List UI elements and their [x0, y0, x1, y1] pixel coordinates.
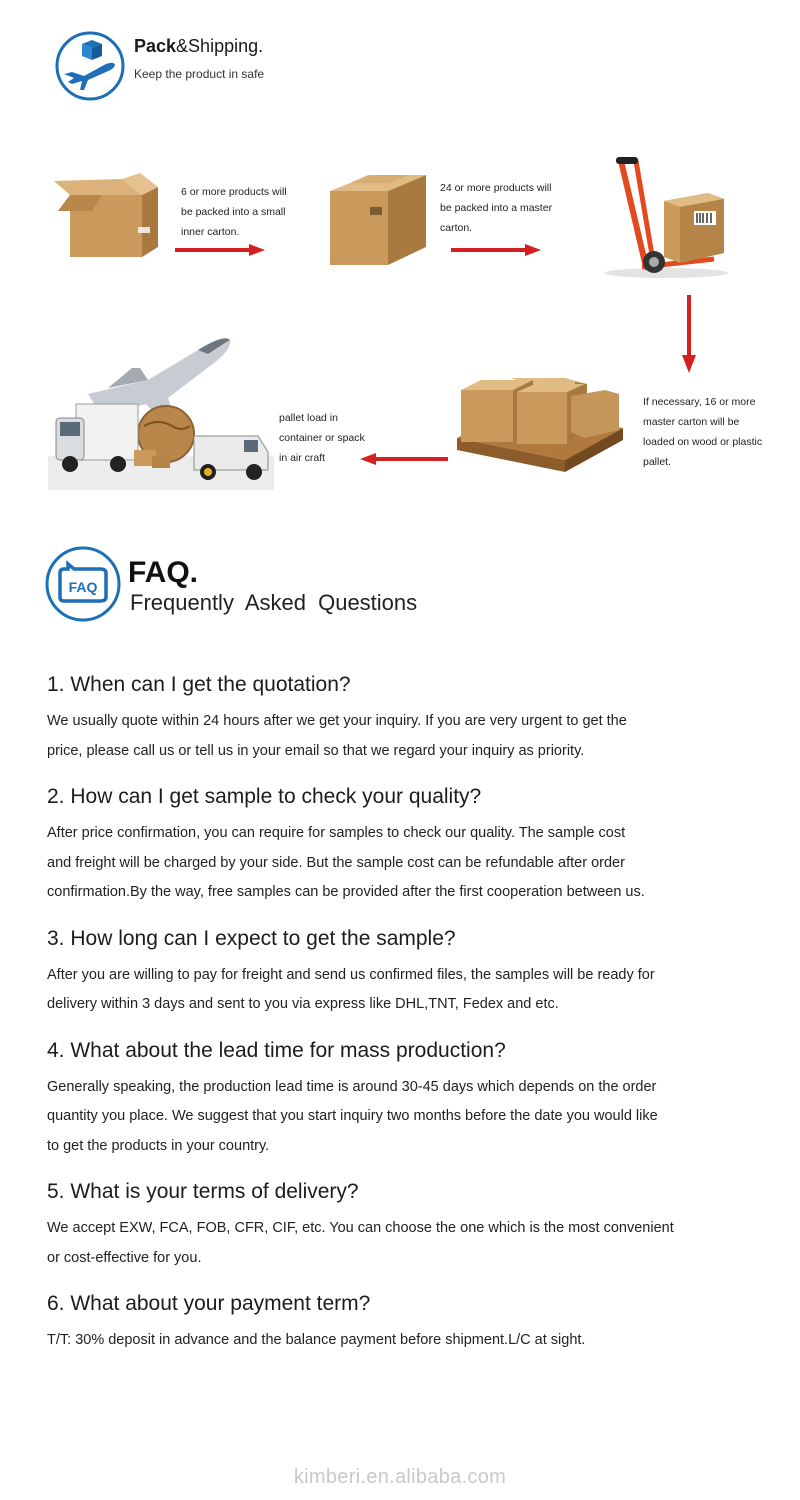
step3-line: loaded on wood or plastic: [643, 436, 763, 448]
step3-line: pallet.: [643, 456, 672, 468]
pack-shipping-title-bold: Pack: [134, 36, 177, 56]
arrow-right-2: [451, 243, 543, 261]
faq-answer-line: or cost-effective for you.: [47, 1249, 202, 1266]
step1-line: 6 or more products will: [181, 186, 287, 198]
open-carton-image: [52, 165, 172, 270]
transport-image: [48, 322, 274, 495]
faq-answer-line: T/T: 30% deposit in advance and the balance payment before shipment.L/C at sight.: [47, 1332, 586, 1348]
faq-item: [47, 1289, 767, 1356]
faq-answer-line: price, please call us or tell us in your email so that we regard your inquiry as priority.: [47, 742, 585, 759]
faq-item: [47, 1036, 767, 1162]
step4-line: container or spack: [279, 432, 365, 444]
closed-carton-image: [324, 163, 434, 278]
faq-answer: [47, 961, 767, 1020]
pallet-cartons-image: [455, 368, 625, 488]
faq-answer-line: and freight will be charged by your side. But the sample cost can be refundable after order: [47, 854, 625, 871]
hand-truck-image: [596, 155, 736, 285]
faq-question: 1. When can I get the quotation?: [47, 673, 351, 696]
faq-answer: [47, 1326, 767, 1356]
step3-caption: [643, 392, 762, 472]
faq-answer-line: We usually quote within 24 hours after we get your inquiry. If you are very urgent to get the: [47, 713, 627, 729]
faq-question: 2. How can I get sample to check your quality?: [47, 785, 482, 808]
faq-question: 6. What about your payment term?: [47, 1292, 371, 1315]
faq-question: 3. How long can I expect to get the sample?: [47, 926, 456, 950]
pack-shipping-title-rest: &Shipping.: [176, 36, 264, 56]
step4-line: pallet load in: [279, 412, 338, 424]
step1-line: inner carton.: [181, 226, 240, 238]
faq-title: FAQ.: [128, 556, 199, 589]
faq-subtitle: Frequently Asked Questions: [130, 590, 418, 615]
step2-caption: [440, 178, 552, 238]
step2-line: 24 or more products will: [440, 182, 552, 194]
step1-caption: [181, 182, 287, 242]
arrow-left: [360, 452, 448, 470]
faq-answer-line: After you are willing to pay for freight and send us confirmed files, the samples will be ready for: [47, 966, 655, 983]
pack-shipping-logo: [54, 30, 126, 102]
arrow-right-1: [175, 243, 267, 261]
arrow-down: [682, 295, 696, 380]
pack-shipping-subtitle: Keep the product in safe: [134, 67, 265, 81]
faq-logo: [44, 545, 122, 623]
faq-question: 5. What is your terms of delivery?: [47, 1180, 359, 1203]
faq-answer-line: to get the products in your country.: [47, 1137, 270, 1154]
faq-answer: [47, 819, 767, 908]
step4-line: in air craft: [279, 452, 326, 464]
step4-caption: [279, 408, 365, 468]
faq-answer: [47, 707, 767, 766]
faq-answer-line: Generally speaking, the production lead time is around 30-45 days which depends on the order: [47, 1078, 657, 1095]
faq-item: [47, 670, 767, 766]
faq-question: 4. What about the lead time for mass production?: [47, 1038, 506, 1062]
faq-item: [47, 782, 767, 908]
step2-line: be packed into a master: [440, 202, 553, 214]
faq-logo-text: FAQ: [68, 579, 98, 595]
faq-answer-line: After price confirmation, you can require for samples to check our quality. The sample cost: [47, 825, 626, 841]
faq-answer: [47, 1214, 767, 1273]
step3-line: If necessary, 16 or more: [643, 396, 756, 408]
faq-answer-line: We accept EXW, FCA, FOB, CFR, CIF, etc. You can choose the one which is the most convenient: [47, 1220, 674, 1236]
faq-answer: [47, 1073, 767, 1162]
step1-line: be packed into a small: [181, 206, 286, 218]
faq-list: [47, 670, 767, 1372]
pack-shipping-title: [134, 36, 263, 57]
faq-answer-line: delivery within 3 days and sent to you via express like DHL,TNT, Fedex and etc.: [47, 996, 559, 1012]
faq-item: [47, 924, 767, 1020]
step2-line: carton.: [440, 222, 473, 234]
faq-item: [47, 1177, 767, 1273]
step3-line: master carton will be: [643, 416, 740, 428]
faq-answer-line: quantity you place. We suggest that you start inquiry two months before the date you would like: [47, 1108, 658, 1124]
watermark: kimberi.en.alibaba.com: [293, 1466, 507, 1488]
faq-answer-line: confirmation.By the way, free samples can be provided after the first cooperation between us.: [47, 884, 645, 900]
